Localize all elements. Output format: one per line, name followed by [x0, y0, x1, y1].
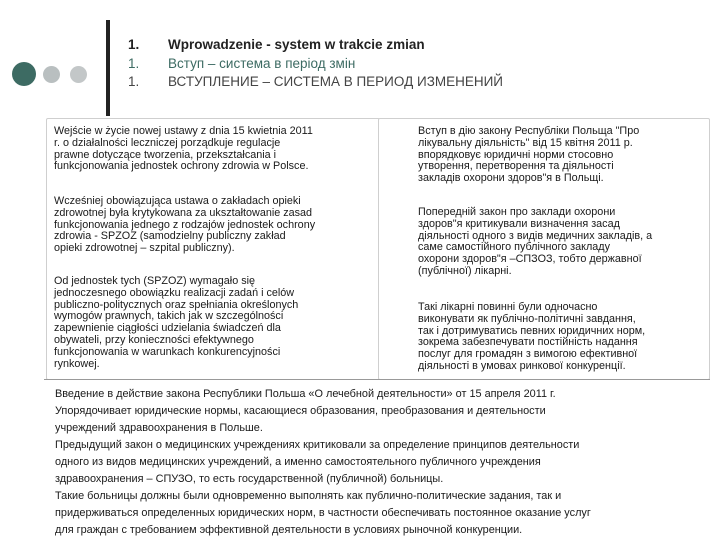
text-line: утворення, перетворення та діяльності [418, 160, 614, 173]
text-line: (публічної) лікарні. [418, 264, 512, 277]
text-line: Такие больницы должны были одновременно выполнять как публично-политические задания, так и [55, 490, 562, 502]
title-polish [128, 36, 503, 55]
text-line: для граждан с требованием эффективной деятельности в условиях рыночной конкуренции. [55, 524, 523, 536]
text-line: Такі лікарні повинні були одночасно [418, 301, 598, 313]
text-line: здравоохранения – СПУЗО, то есть государственной (публичной) больницы. [55, 473, 444, 485]
text-line: opieki zdrowotnej – szpital publiczny). [54, 242, 235, 255]
text-line: Введение в действие закона Республики Польша «О лечебной деятельности» от 15 апреля 2011 г. [55, 388, 556, 400]
text-line: prawne dotyczące tworzenia, przekształcania i [54, 148, 277, 161]
text-line: funkcjonowania w warunkach konkurencyjności [54, 345, 281, 358]
text-line: funkcjonowania jednostek ochrony zdrowia w Polsce. [54, 160, 309, 173]
decor-dot-large [12, 62, 36, 86]
text-line: wymogów prawnych, takich jak w szczególności [54, 310, 284, 323]
text-line: учреждений здравоохранения в Польше. [55, 422, 263, 434]
text-line: одного из видов медицинских учреждений, а именно самостоятельного публичного учреждения [55, 456, 541, 468]
text-line: zdrowotnej była krytykowana za ukształtowanie zasad [54, 206, 313, 219]
polish-paragraph-1 [54, 126, 313, 173]
text-line: Предыдущий закон о медицинских учреждениях критиковали за определение принципов деятельности [55, 439, 580, 451]
title-number: 1. [128, 37, 140, 52]
ukrainian-paragraph-3 [418, 302, 645, 373]
text-line: Od jednostek tych (SPZOZ) wymagało się [54, 275, 256, 287]
ukrainian-paragraph-1 [418, 126, 639, 185]
title-block [128, 36, 503, 92]
title-russian [128, 73, 503, 92]
decor-dot-medium [43, 66, 60, 83]
text-line: впорядковує юридичні норми стосовно [418, 148, 614, 161]
title-number: 1. [128, 74, 140, 89]
text-line: zapewnienie ciągłości udzielania świadczeń dla [54, 322, 281, 335]
text-line: придерживаться определенных юридических норм, в частности обеспечивать постоянное оказание услуг [55, 507, 591, 519]
text-line: publiczno-politycznych oraz spełniania określonych [54, 298, 299, 311]
text-line: діяльності в умовах ринкової конкуренції. [418, 359, 626, 372]
ukrainian-paragraph-2 [418, 207, 652, 278]
text-line: Wejście w życie nowej ustawy z dnia 15 kwietnia 2011 [54, 125, 313, 137]
title-divider-line [106, 20, 110, 116]
text-line: саме самостійного публічного закладу [418, 241, 610, 254]
text-line: jednoczesnego obowiązku realizacji zadań i celów [54, 286, 295, 299]
text-line: лікувальну діяльність" від 15 квітня 2011 р. [418, 136, 633, 149]
text-line: funkcjonowania jednego z rodzajów jednostek ochrony [54, 218, 316, 231]
russian-text-block [55, 386, 705, 539]
decor-dot-small [70, 66, 87, 83]
text-line: obywateli, przy konieczności efektywnego [54, 333, 254, 346]
text-line: zdrowia - SPZOZ (samodzielny publiczny zakład [54, 230, 286, 243]
text-line: Упорядочивает юридические нормы, касающиеся образования, преобразования и деятельности [55, 405, 546, 417]
polish-paragraph-3 [54, 276, 298, 370]
text-line: Вступ в дію закону Республіки Польща "Про [418, 125, 640, 137]
text-line: rynkowej. [54, 357, 100, 370]
title-text: ВСТУПЛЕНИЕ – СИСТЕМА В ПЕРИОД ИЗМЕНЕНИЙ [168, 74, 504, 89]
text-line: Wcześniej obowiązująca ustawa o zakładach opieki [54, 195, 301, 207]
text-line: охорони здоров"я –СПЗОЗ, тобто державної [418, 253, 642, 266]
text-line: діяльності одного з видів медичних закладів, а [418, 229, 653, 242]
title-text: Вступ – система в період змін [168, 55, 356, 71]
text-line: послуг для громадян з вимогою ефективної [418, 348, 638, 361]
text-line: виконувати як публічно-політичні завдання, [418, 312, 636, 325]
text-line: здоров"я критикували визначення засад [418, 217, 620, 230]
text-line: Попередній закон про заклади охорони [418, 206, 616, 218]
title-text: Wprowadzenie - system w trakcie zmian [168, 37, 425, 52]
text-line: r. o działalności leczniczej porządkuje regulacje [54, 136, 281, 149]
polish-paragraph-2 [54, 196, 315, 255]
text-line: зокрема забезпечувати постійність надання [418, 336, 638, 349]
text-line: так і дотримуватись певних юридичних норм, [418, 324, 646, 337]
title-number: 1. [128, 55, 140, 71]
text-line: закладів охорони здоров"я в Польщі. [418, 172, 604, 185]
section-divider [44, 379, 710, 380]
title-ukrainian [128, 55, 503, 74]
